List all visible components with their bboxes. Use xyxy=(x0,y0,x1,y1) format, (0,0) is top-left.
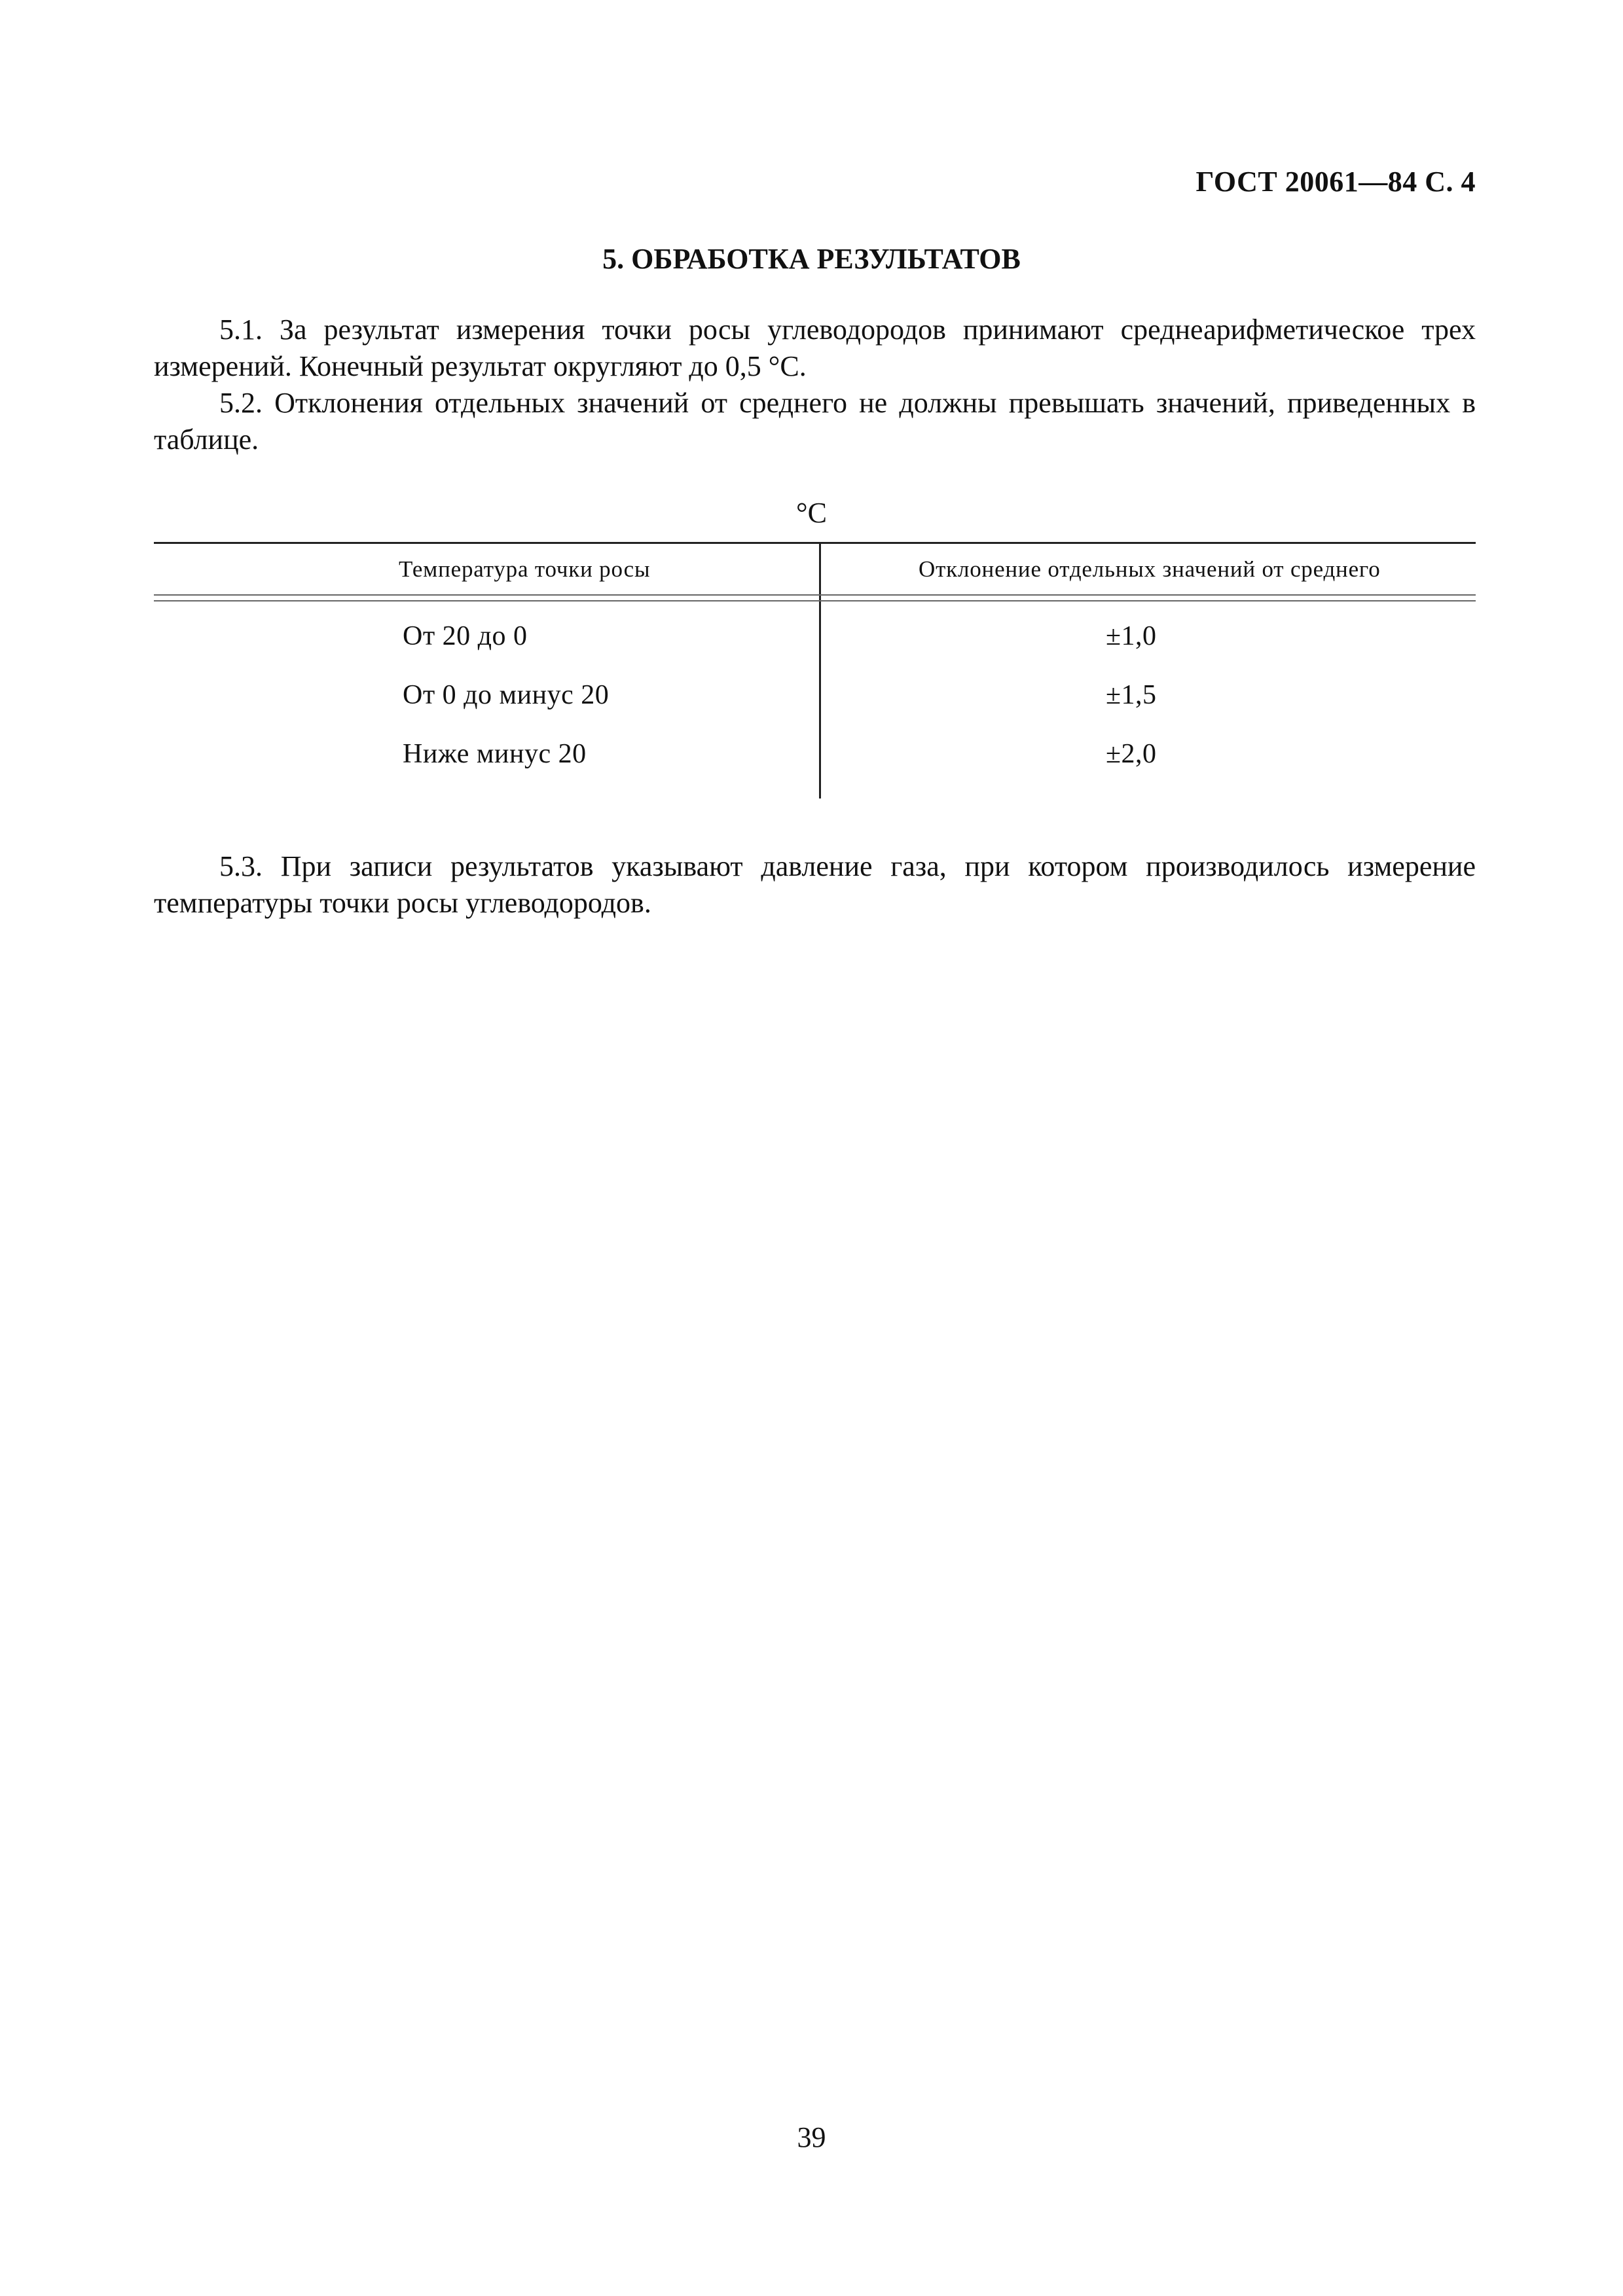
table-cell-temperature-row-1: От 20 до 0 xyxy=(403,621,528,651)
paragraph-5-2: 5.2. Отклонения отдельных значений от среднего не должны превышать значений, приведенных в таблице. xyxy=(154,387,1476,456)
table-header-double-rule-lower xyxy=(154,600,1476,601)
table-header-temperature: Температура точки росы xyxy=(399,556,651,582)
paragraph-group-5-1-5-2 xyxy=(154,312,1476,458)
table-column-divider xyxy=(819,542,821,798)
paragraph-5-3: 5.3. При записи результатов указывают давление газа, при котором производилось измерение температуры точки росы углеводородов. xyxy=(154,850,1476,919)
table-top-rule xyxy=(154,542,1476,544)
table-header-double-rule-upper xyxy=(154,594,1476,596)
paragraph-group-5-3 xyxy=(154,848,1476,922)
table-cell-temperature-row-2: От 0 до минус 20 xyxy=(403,680,610,710)
table-cell-deviation-row-2: ±1,5 xyxy=(1106,680,1157,710)
table-cell-deviation-row-1: ±1,0 xyxy=(1106,621,1157,651)
page-number: 39 xyxy=(797,2121,826,2153)
table-cell-deviation-row-3: ±2,0 xyxy=(1106,739,1157,769)
section-title: 5. ОБРАБОТКА РЕЗУЛЬТАТОВ xyxy=(602,243,1021,275)
table-header-deviation: Отклонение отдельных значений от среднего xyxy=(919,556,1381,582)
deviation-table xyxy=(154,542,1476,798)
page-header-doc-ref: ГОСТ 20061—84 С. 4 xyxy=(1195,166,1476,198)
table-unit-label: °C xyxy=(796,497,827,529)
paragraph-5-1: 5.1. За результат измерения точки росы углеводородов принимают среднеарифметическое трех измерений. Конечный результат округляют до 0,5 °C. xyxy=(154,314,1476,382)
table-cell-temperature-row-3: Ниже минус 20 xyxy=(403,739,587,769)
